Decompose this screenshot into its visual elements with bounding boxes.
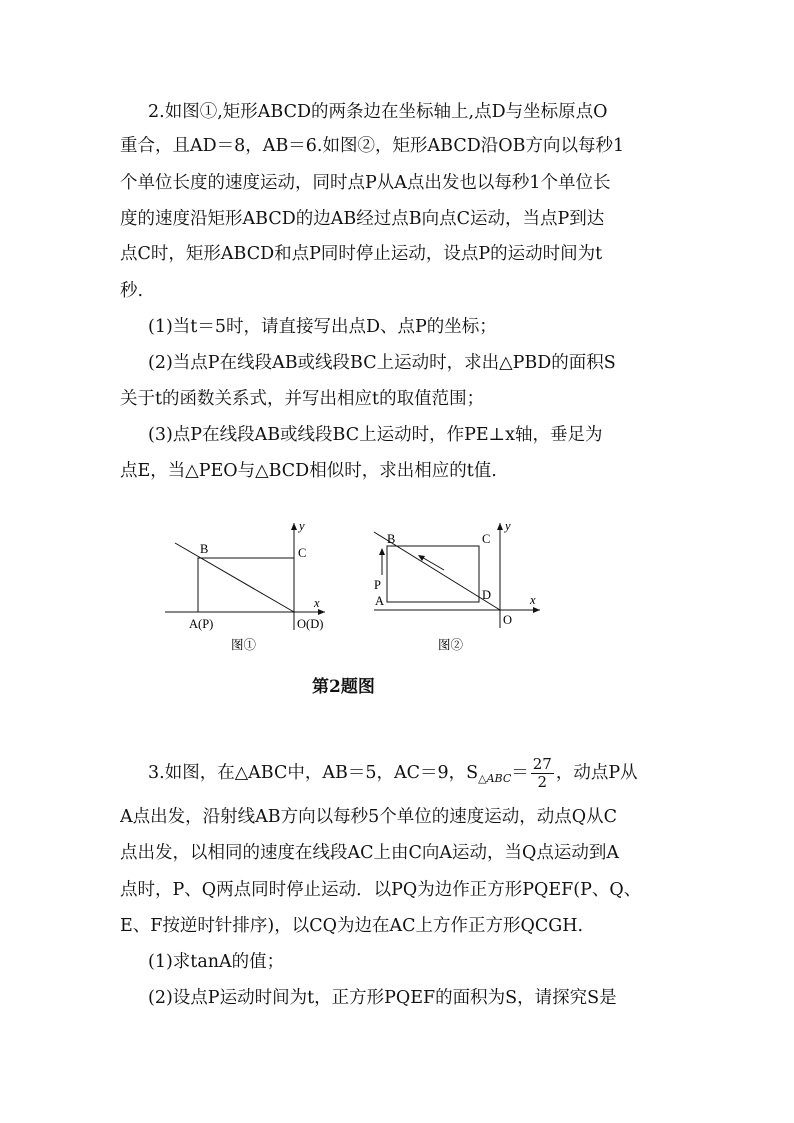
p3-line-1-suffix: ，动点P从 [555,763,638,783]
fig1-label-x: x [314,596,320,610]
p2-question-2-line-2: 关于t的函数关系式，并写出相应t的取值范围； [120,389,485,409]
p3-line-4: 点时，P、Q两点同时停止运动．以PQ为边作正方形PQEF(P、Q、 [120,880,642,900]
p2-line-3: 个单位长度的速度运动，同时点P从A点出发也以每秒1个单位长 [120,173,611,193]
p3-line-5: E、F按逆时针排序)，以CQ为边在AC上方作正方形QCGH. [120,916,584,936]
fig2-label-d: D [482,588,492,602]
fig2-label-c: C [482,532,491,546]
fig1-label-c: C [298,546,307,560]
p3-line-1-prefix: 3.如图，在△ABC中，AB＝5，AC＝9，S [148,763,479,783]
fig2-caption: 图② [438,638,464,652]
fig2-label-a: A [375,594,385,608]
p2-line-2: 重合，且AD＝8，AB＝6.如图②，矩形ABCD沿OB方向以每秒1 [120,136,625,156]
p3-equals: ＝ [511,763,529,783]
fig1-y-arrow [291,523,297,530]
fig1-label-b: B [200,542,209,556]
fig2-label-b: B [387,532,396,546]
p2-question-1: (1)当t＝5时，请直接写出点D、点P的坐标； [148,317,497,337]
fig1-label-od: O(D) [297,617,324,631]
p3-fraction-denominator: 2 [537,773,548,791]
fig2-label-p: P [374,578,381,592]
figure-2 [362,515,542,655]
fig2-label-x: x [530,593,536,607]
p3-area-subscript: △ABC [478,772,512,785]
fig1-caption: 图① [231,638,257,652]
p2-question-3-line-1: (3)点P在线段AB或线段BC上运动时，作PE⊥x轴，垂足为 [148,425,603,445]
p2-question-2-line-1: (2)当点P在线段AB或线段BC上运动时，求出△PBD的面积S [148,353,616,373]
p2-line-4: 度的速度沿矩形ABCD的边AB经过点B向点C运动，当点P到达 [120,209,605,229]
fig2-x-arrow [533,607,540,613]
p2-line-5: 点C时，矩形ABCD和点P同时停止运动，设点P的运动时间为t [120,244,603,264]
p3-line-2: A点出发，沿射线AB方向以每秒5个单位的速度运动，动点Q从C [120,807,618,827]
p3-fraction-numerator: 27 [532,756,552,773]
fig1-label-ap: A(P) [189,617,214,631]
p2-line-1: 2.如图①,矩形ABCD的两条边在坐标轴上,点D与坐标原点O [148,102,608,122]
fig1-diagonal [175,543,294,612]
fig2-y-arrow [497,523,503,530]
p3-question-2: (2)设点P运动时间为t，正方形PQEF的面积为S，请探究S是 [148,988,617,1008]
p2-question-3-line-2: 点E，当△PEO与△BCD相似时，求出相应的t值. [120,461,497,481]
p3-fraction [531,756,554,791]
fig1-label-y: y [299,519,305,533]
p3-line-1 [148,756,676,796]
p3-question-1: (1)求tanA的值； [148,952,285,972]
figure-caption: 第2题图 [312,677,375,697]
fig2-label-o: O [503,613,513,627]
fig2-label-y: y [505,519,511,533]
p3-line-3: 点出发，以相同的速度在线段AC上由C向A运动，当Q点运动到A [120,843,620,863]
figure-1 [160,515,340,655]
p2-line-6: 秒. [120,281,144,301]
fig2-p-arrowhead [379,548,385,555]
fig2-rectangle [387,546,479,602]
